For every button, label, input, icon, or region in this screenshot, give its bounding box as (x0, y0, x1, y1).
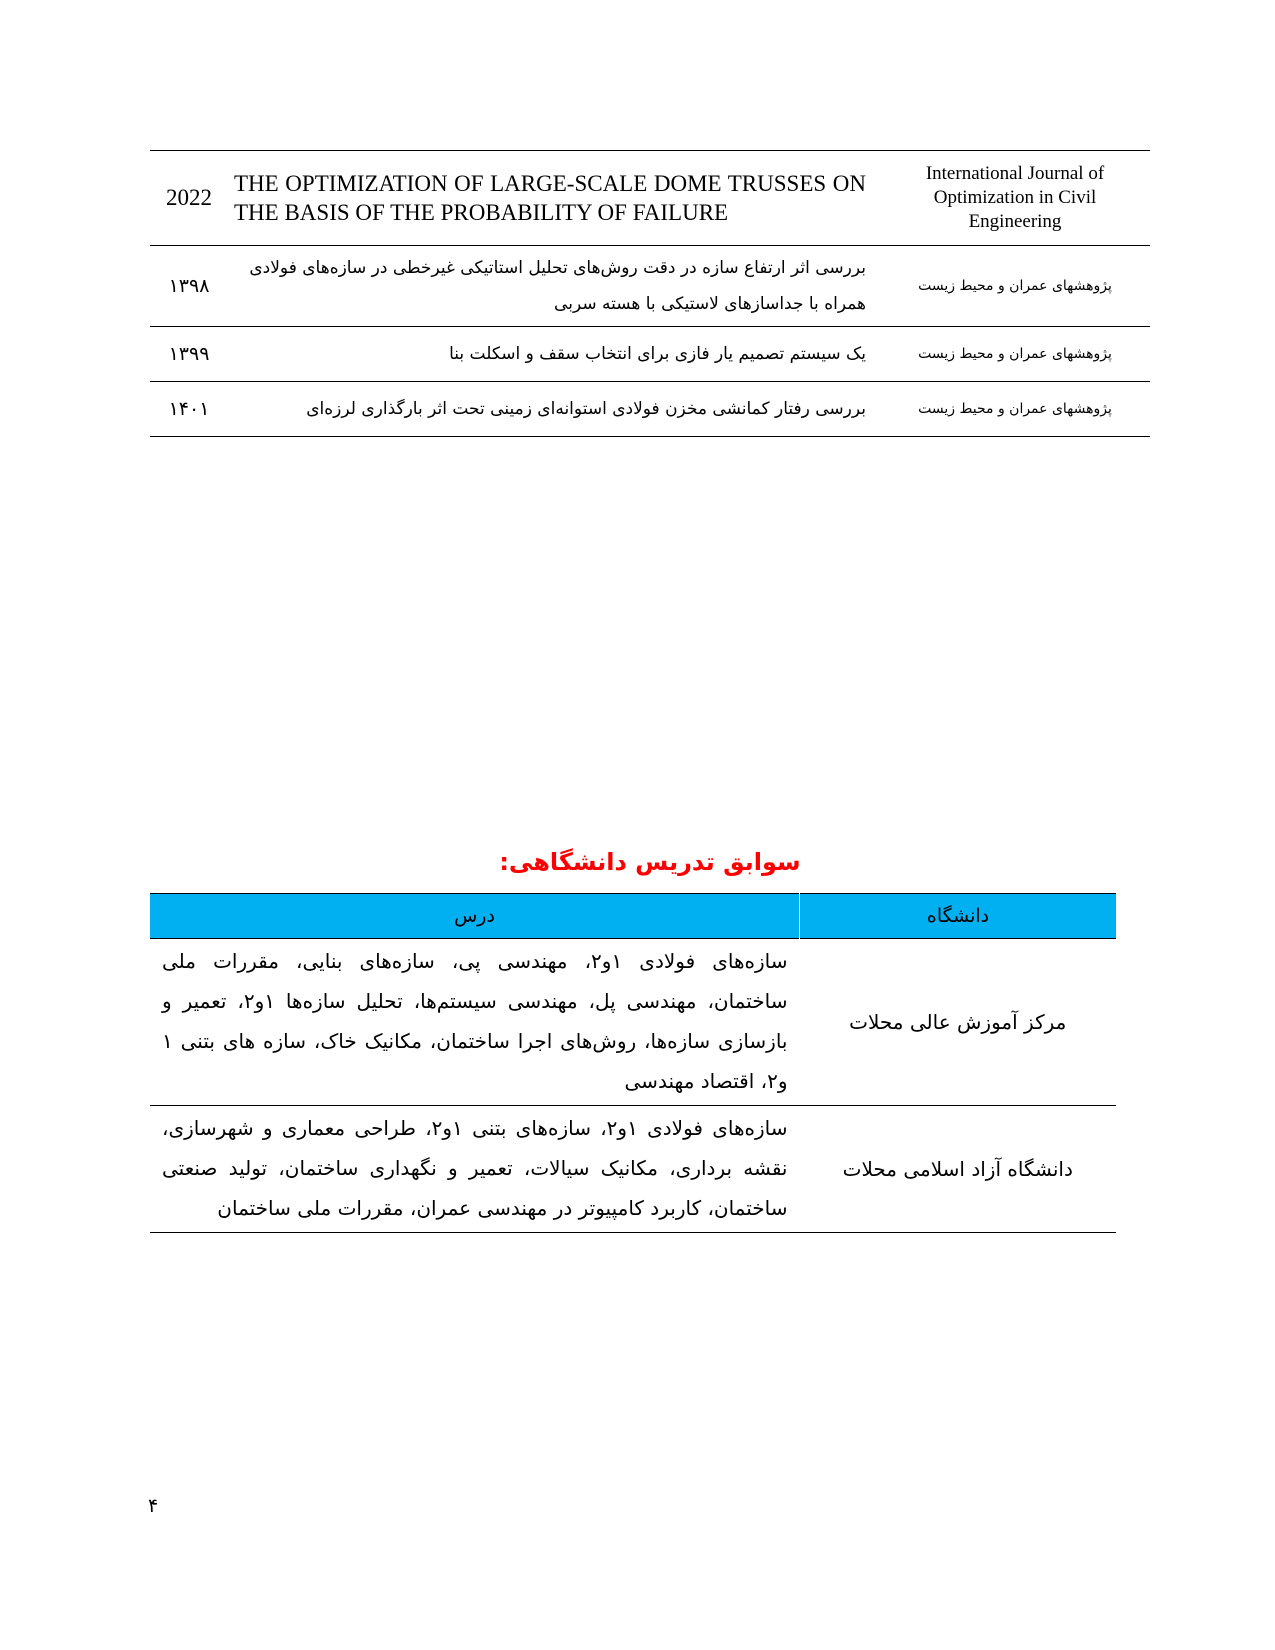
teaching-table (150, 893, 1116, 1233)
publication-title: بررسی اثر ارتفاع سازه در دقت روش‌های تحلیل استاتیکی غیرخطی در سازه‌های فولادی همراه با جداسازهای لاستیکی با هسته سربی (249, 258, 866, 314)
publication-year: 2022 (166, 185, 212, 210)
teaching-university: مرکز آموزش عالی محلات (849, 1010, 1067, 1034)
publication-row (150, 246, 1150, 327)
publication-year: ۱۳۹۹ (168, 343, 210, 365)
publication-journal: International Journal of Optimization in Civil Engineering (925, 163, 1105, 232)
header-course: درس (454, 905, 495, 927)
teaching-row (150, 939, 1116, 1106)
teaching-section-heading: سوابق تدریس دانشگاهی: (499, 848, 801, 876)
publication-journal: پژوهشهای عمران و محیط زیست (918, 278, 1112, 294)
page-number: ۴ (148, 1495, 159, 1517)
publication-row (150, 151, 1150, 246)
publication-year: ۱۴۰۱ (168, 398, 210, 420)
publication-year: ۱۳۹۸ (168, 275, 210, 297)
teaching-courses: سازه‌های فولادی ۱و۲، مهندسی پی، سازه‌های بنایی، مقررات ملی ساختمان، مهندسی پل، مهندسی سیستم‌ها، تحلیل سازه‌ها ۱و۲، تعمیر و بازسازی سازه‌ها، روش‌های اجرا ساختمان، مکانیک خاک، سازه های بتنی ۱ و۲، اقتصاد مهندسی (162, 949, 788, 1093)
publication-row (150, 382, 1150, 437)
publication-title: یک سیستم تصمیم یار فازی برای انتخاب سقف و اسکلت بنا (449, 344, 866, 364)
publications-table (150, 150, 1150, 437)
publication-journal: پژوهشهای عمران و محیط زیست (918, 401, 1112, 417)
teaching-university: دانشگاه آزاد اسلامی محلات (842, 1157, 1073, 1181)
publication-row (150, 327, 1150, 382)
publication-title: THE OPTIMIZATION OF LARGE-SCALE DOME TRUSSES ON THE BASIS OF THE PROBABILITY OF FAILURE (234, 171, 866, 225)
teaching-row (150, 1106, 1116, 1233)
header-university: دانشگاه (800, 894, 1117, 939)
publication-journal: پژوهشهای عمران و محیط زیست (918, 346, 1112, 362)
publication-title: بررسی رفتار کمانشی مخزن فولادی استوانه‌ای زمینی تحت اثر بارگذاری لرزه‌ای (306, 399, 866, 419)
teaching-courses: سازه‌های فولادی ۱و۲، سازه‌های بتنی ۱و۲، طراحی معماری و شهرسازی، نقشه برداری، مکانیک سیالات، تعمیر و نگهداری ساختمان، تولید صنعتی ساختمان، کاربرد کامپیوتر در مهندسی عمران، مقررات ملی ساختمان (162, 1116, 788, 1220)
teaching-table-header (150, 894, 1116, 939)
